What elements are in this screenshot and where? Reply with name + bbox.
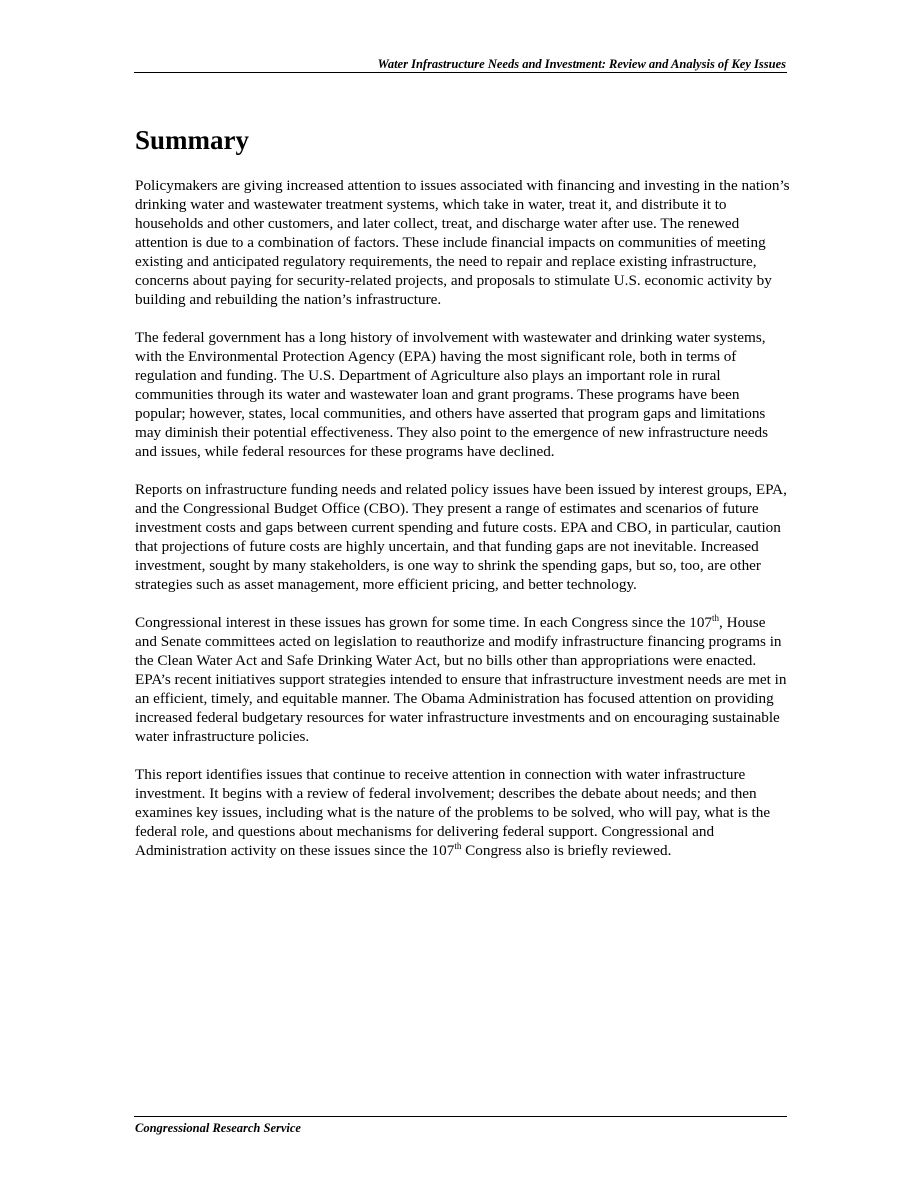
paragraph-4-text-b: , House and Senate committees acted on legislation to reauthorize and modify infrastructure financing programs in the Clean Water Act and Safe Drinking Water Act, but no bills other than appropriations were enacted. EPA’s recent initiatives support strategies intended to ensure that infrastructure investment needs are met in an efficient, timely, and equitable manner. The Obama Administration has focused attention on providing increased federal budgetary resources for water infrastructure investments and on encouraging sustainable water infrastructure policies. xyxy=(135,614,787,745)
paragraph-1: Policymakers are giving increased attention to issues associated with financing and investing in the nation’s drinking water and wastewater treatment systems, which take in water, treat it, and distribute it to households and other customers, and later collect, treat, and discharge water after use. The renewed attention is due to a combination of factors. These include financial impacts on communities of meeting existing and anticipated regulatory requirements, the need to repair and replace existing infrastructure, concerns about paying for security-related projects, and proposals to stimulate U.S. economic activity by building and rebuilding the nation’s infrastructure. xyxy=(135,177,790,308)
footer-divider xyxy=(134,1116,787,1117)
header-divider xyxy=(134,72,787,73)
paragraph-4 xyxy=(135,613,790,746)
footer-source: Congressional Research Service xyxy=(135,1121,301,1135)
paragraph-5 xyxy=(135,765,790,860)
paragraph-5-text-b: Congress also is briefly reviewed. xyxy=(461,842,672,859)
paragraph-2: The federal government has a long history of involvement with wastewater and drinking water systems, with the Environmental Protection Agency (EPA) having the most significant role, both in terms of regulation and funding. The U.S. Department of Agriculture also plays an important role in rural communities through its water and wastewater loan and grant programs. These programs have been popular; however, states, local communities, and others have asserted that program gaps and limitations may diminish their potential effectiveness. They also point to the emergence of new infrastructure needs and issues, while federal resources for these programs have declined. xyxy=(135,329,769,460)
ordinal-superscript: th xyxy=(712,612,720,623)
paragraph-4-text-a: Congressional interest in these issues has grown for some time. In each Congress since the 107 xyxy=(135,614,713,631)
paragraph-5-text-a: This report identifies issues that continue to receive attention in connection with water infrastructure investment. It begins with a review of federal involvement; describes the debate about needs; and then examines key issues, including what is the nature of the problems to be solved, who will pay, what is the federal role, and questions about mechanisms for delivering federal support. Congressional and Administration activity on these issues since the 107 xyxy=(135,766,771,859)
paragraph-3: Reports on infrastructure funding needs and related policy issues have been issued by interest groups, EPA, and the Congressional Budget Office (CBO). They present a range of estimates and scenarios of future investment costs and gaps between current spending and future costs. EPA and CBO, in particular, caution that projections of future costs are highly uncertain, and that funding gaps are not inevitable. Increased investment, sought by many stakeholders, is one way to shrink the spending gaps, but so, too, are other strategies such as asset management, more efficient pricing, and better technology. xyxy=(135,481,787,593)
page-title: Summary xyxy=(135,125,249,155)
running-header: Water Infrastructure Needs and Investment: Review and Analysis of Key Issues xyxy=(377,57,786,71)
ordinal-superscript: th xyxy=(454,840,462,851)
summary-body xyxy=(135,176,790,879)
